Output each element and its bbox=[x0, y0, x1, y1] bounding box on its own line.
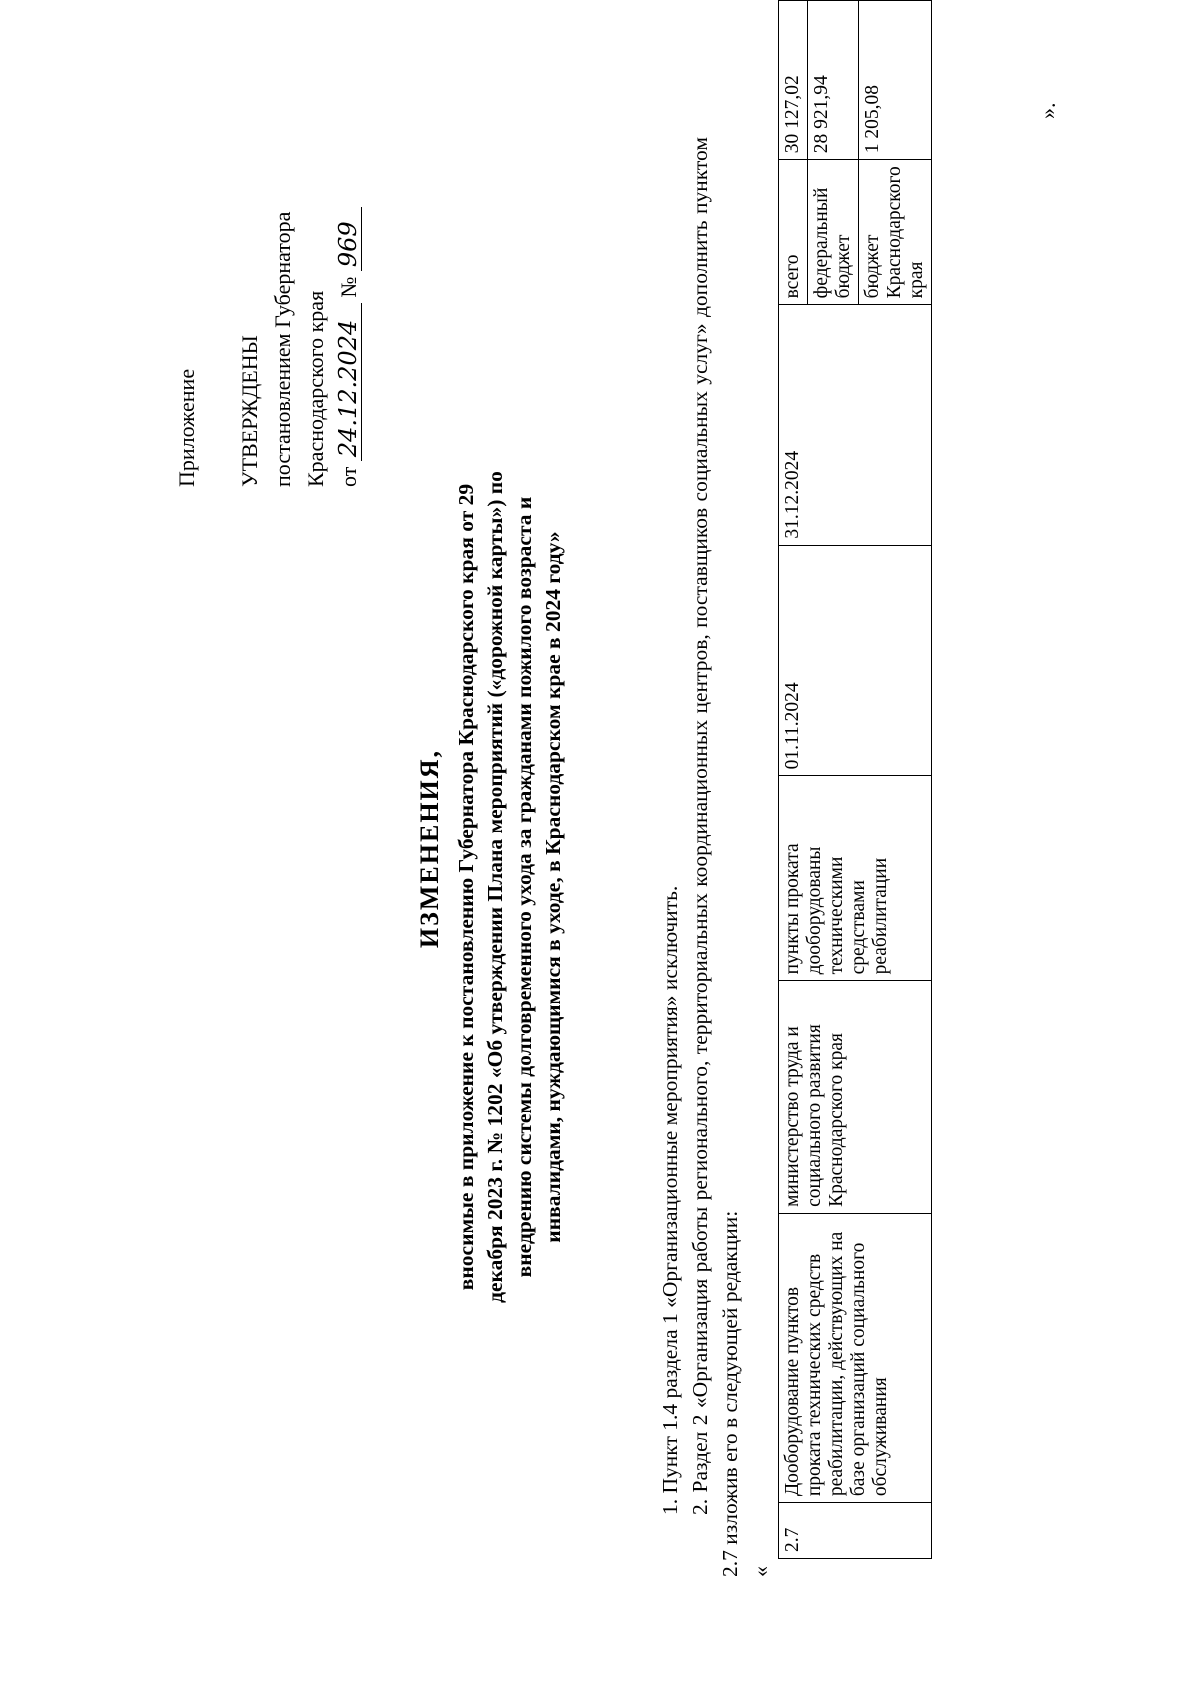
appendix-label: Приложение bbox=[174, 368, 199, 487]
cell-number: 2.7 bbox=[779, 1503, 932, 1559]
quote-close: ». bbox=[1035, 102, 1060, 119]
approval-block bbox=[170, 67, 365, 487]
cell-end-date: 31.12.2024 bbox=[779, 305, 932, 545]
table-row bbox=[779, 1, 808, 1559]
cell-source-label: всего bbox=[779, 160, 808, 305]
approved-label: УТВЕРЖДЕНЫ bbox=[237, 335, 262, 487]
paragraph-1: 1. Пункт 1.4 раздела 1 «Организационные мероприятия» исключить. bbox=[658, 885, 682, 1515]
cell-source-amount: 1 205,08 bbox=[859, 1, 932, 160]
approved-by-line2: Краснодарского края bbox=[303, 290, 328, 487]
document-subtitle: вносимые в приложение к постановлению Губернатора Краснодарского края от 29 декабря 2023 г. № 1202 «Об утверждении Плана мероприятий («дорожной карты») по внедрению системы долговременного ухода за гражданами пожилого возраста и инвалидами, нуждающимися в уходе, в Краснодарском крае в 2024 году» bbox=[454, 471, 565, 1303]
quote-open: « bbox=[748, 1566, 773, 1577]
cell-result: пункты проката дооборудованы техническими средствами реабилитации bbox=[779, 776, 932, 981]
number-prefix: № bbox=[336, 276, 361, 298]
cell-executor: министерство труда и социального развития Краснодарского края bbox=[779, 981, 932, 1214]
cell-source-amount: 30 127,02 bbox=[779, 1, 808, 160]
date-number-line bbox=[332, 67, 365, 487]
cell-source-label: федеральный бюджет bbox=[808, 160, 859, 305]
cell-name: Дооборудование пунктов проката технических средств реабилитации, действующих на базе организаций социального обслуживания bbox=[779, 1213, 932, 1502]
number-value: 969 bbox=[335, 207, 362, 271]
date-prefix: от bbox=[336, 466, 361, 487]
paragraph-2: 2. Раздел 2 «Организация работы регионального, территориальных координационных центров, поставщиков социальных услуг» дополнить пунктом 2.7 изложив его в следующей редакции: bbox=[688, 137, 742, 1577]
amendment-table bbox=[778, 0, 932, 1559]
document-title: ИЗМЕНЕНИЯ, bbox=[415, 748, 444, 949]
cell-source-amount: 28 921,94 bbox=[808, 1, 859, 160]
approved-by-line1: постановлением Губернатора bbox=[270, 211, 295, 487]
date-value: 24.12.2024 bbox=[335, 303, 362, 461]
cell-start-date: 01.11.2024 bbox=[779, 545, 932, 776]
cell-source-label: бюджет Краснодарского края bbox=[859, 160, 932, 305]
